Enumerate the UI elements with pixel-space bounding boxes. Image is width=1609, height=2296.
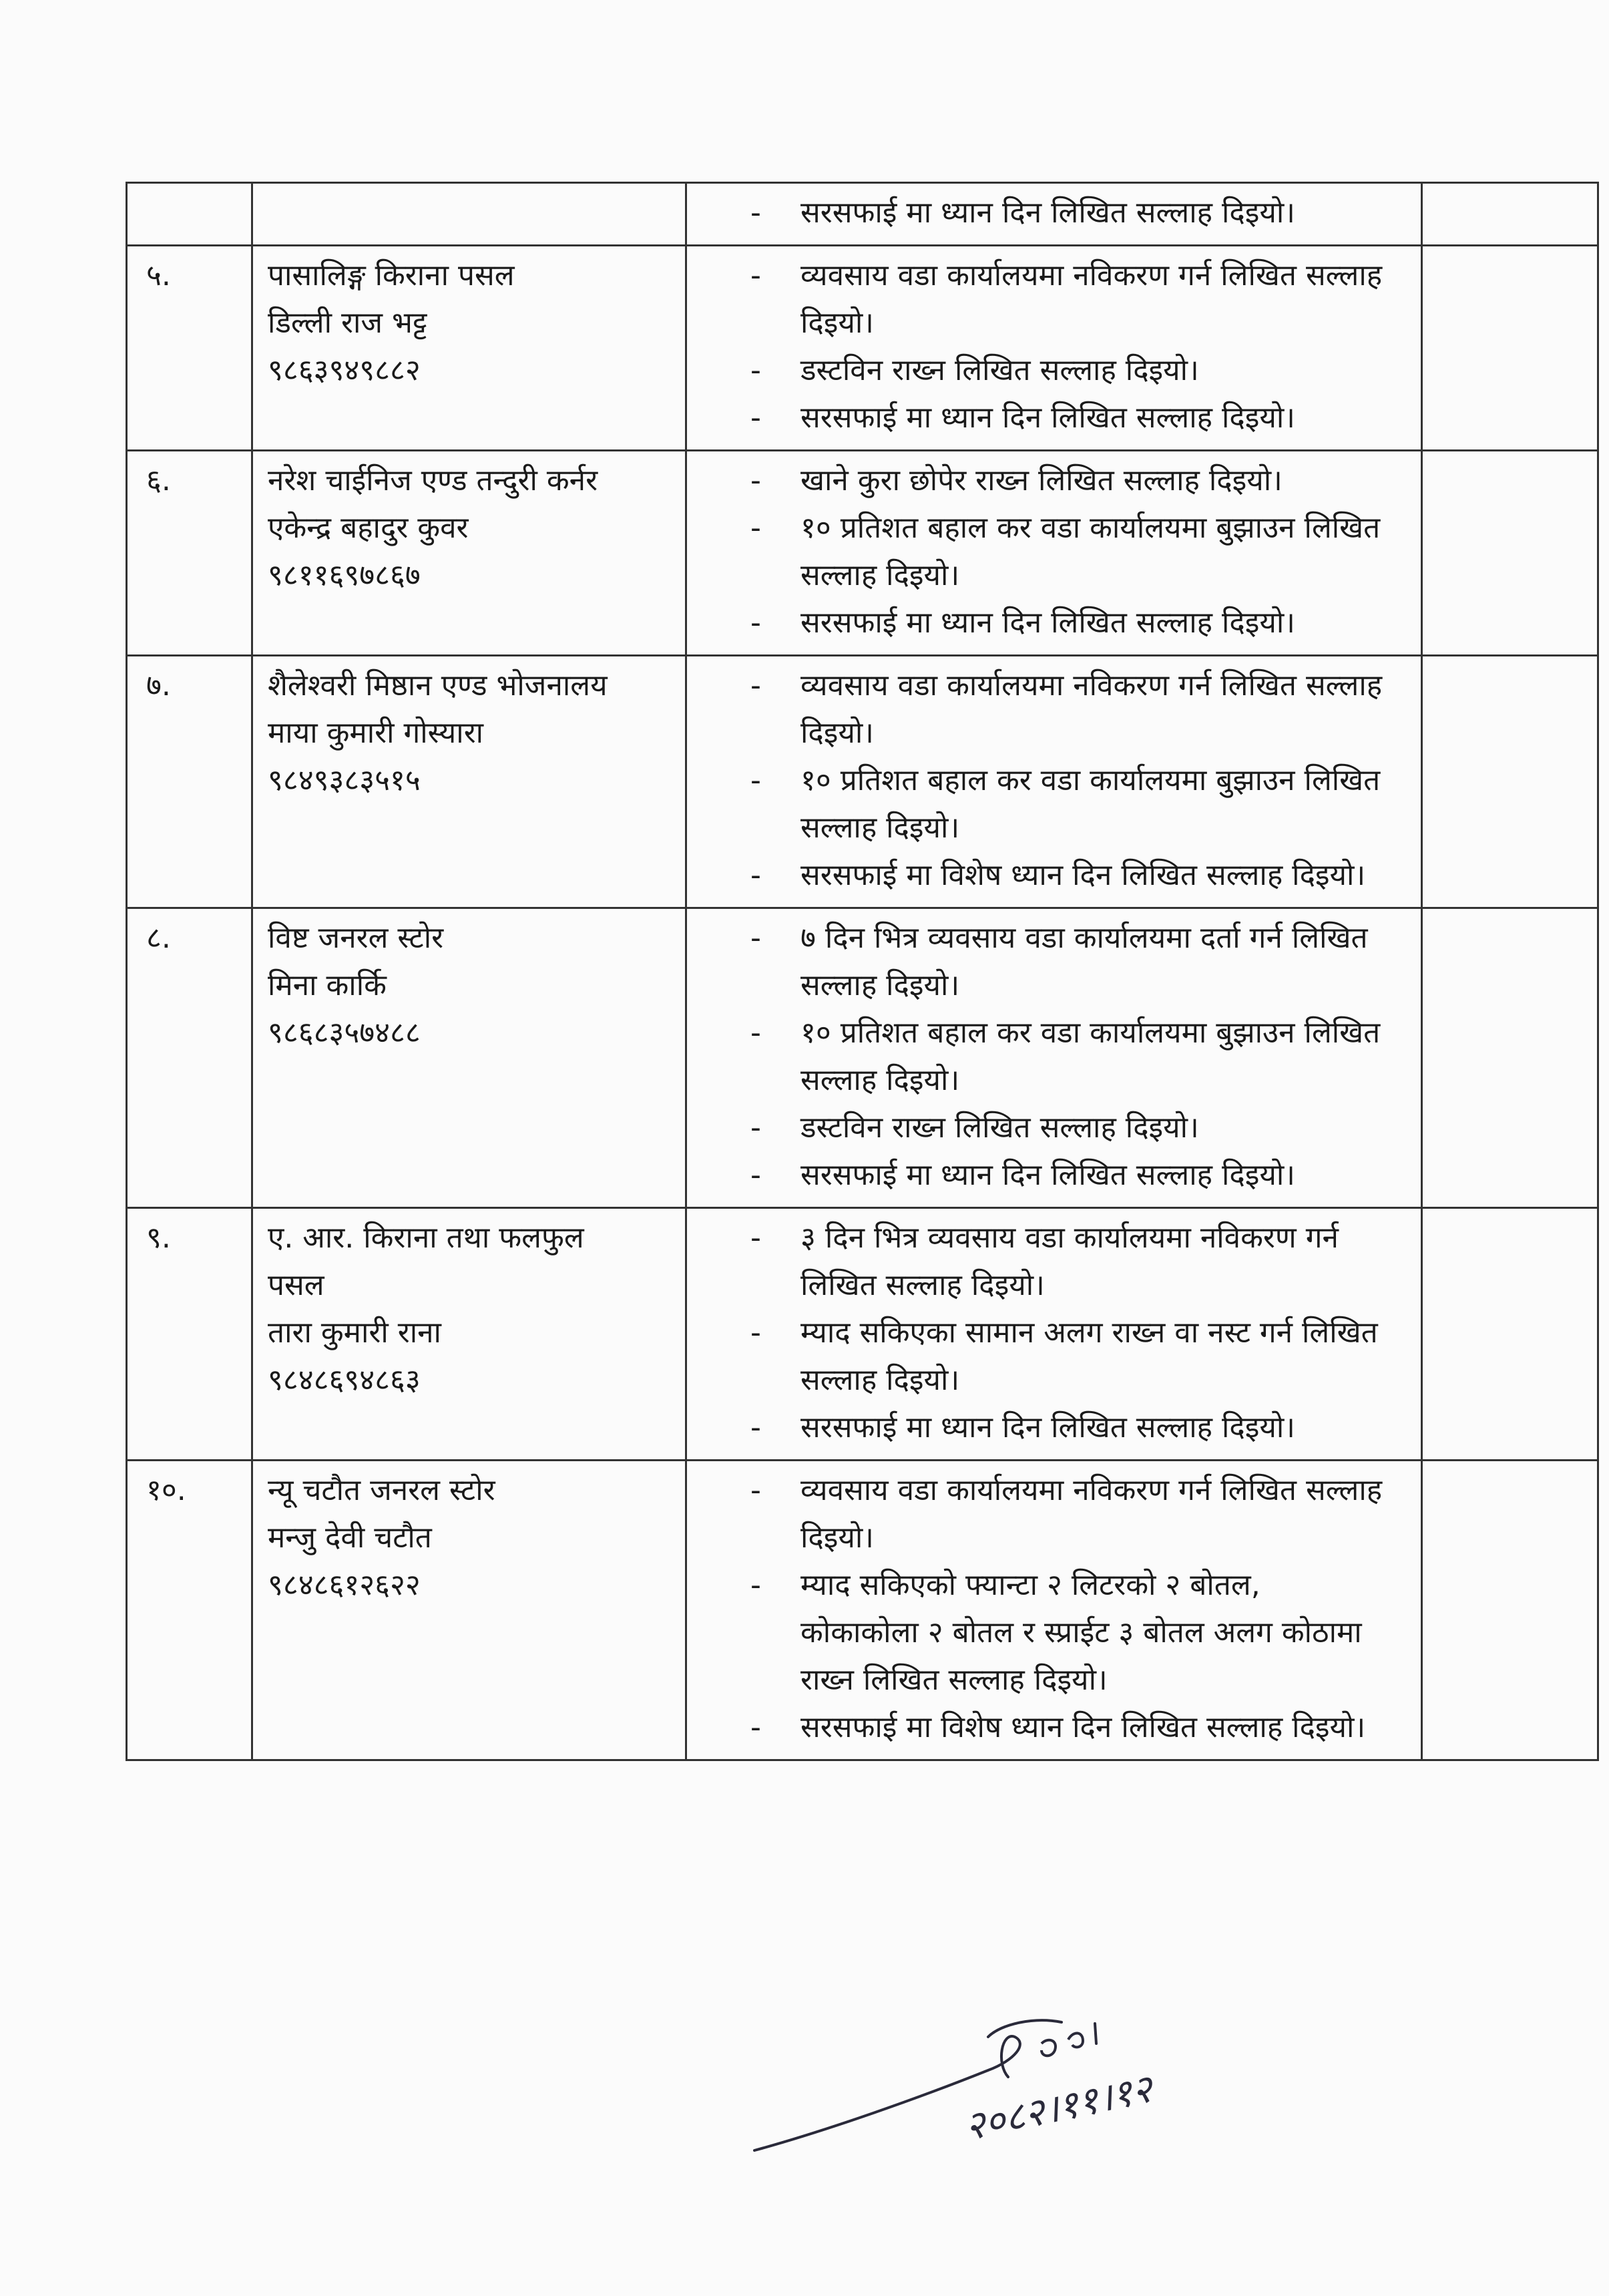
business-detail-line: मन्जु देवी चटौत <box>268 1521 432 1555</box>
advice-cell <box>686 246 1422 451</box>
remarks-cell <box>1422 908 1598 1208</box>
remarks-cell <box>1422 246 1598 451</box>
remarks-cell <box>1422 451 1598 656</box>
business-detail-line: ९८४८६१२६२२ <box>268 1568 421 1602</box>
inspection-table <box>126 182 1599 1761</box>
business-detail-line: तारा कुमारी राना <box>268 1316 441 1350</box>
advice-cell <box>686 908 1422 1208</box>
advice-item: - सरसफाई मा ध्यान दिन लिखित सल्लाह दिइयो। <box>687 394 1421 441</box>
advice-list <box>687 246 1421 449</box>
business-detail-line: माया कुमारी गोस्यारा <box>268 716 484 750</box>
advice-list <box>687 1209 1421 1459</box>
serial-number <box>127 183 252 246</box>
advice-cell <box>686 1461 1422 1760</box>
business-detail-line: न्यू चटौत जनरल स्टोर <box>268 1473 495 1507</box>
business-details <box>252 183 686 246</box>
handwritten-signature <box>748 1997 1215 2170</box>
advice-item: - व्यवसाय वडा कार्यालयमा नविकरण गर्न लिखित सल्लाह दिइयो। <box>687 662 1421 757</box>
advice-item: - १० प्रतिशत बहाल कर वडा कार्यालयमा बुझाउन लिखित सल्लाह दिइयो। <box>687 1009 1421 1104</box>
advice-item: - ७ दिन भित्र व्यवसाय वडा कार्यालयमा दर्ता गर्न लिखित सल्लाह दिइयो। <box>687 914 1421 1009</box>
signature-date: २०८२।११।१२ <box>960 2065 1156 2150</box>
business-detail-line: पसल <box>268 1268 324 1302</box>
advice-cell <box>686 656 1422 908</box>
advice-item: - व्यवसाय वडा कार्यालयमा नविकरण गर्न लिखित सल्लाह दिइयो। <box>687 1467 1421 1561</box>
advice-cell <box>686 451 1422 656</box>
business-detail-line: ए. आर. किराना तथा फलफुल <box>268 1221 584 1255</box>
remarks-cell <box>1422 1461 1598 1760</box>
advice-item: - सरसफाई मा ध्यान दिन लिखित सल्लाह दिइयो। <box>687 599 1421 646</box>
advice-cell <box>686 1208 1422 1461</box>
advice-item: - सरसफाई मा ध्यान दिन लिखित सल्लाह दिइयो। <box>687 1404 1421 1451</box>
advice-item: - १० प्रतिशत बहाल कर वडा कार्यालयमा बुझाउन लिखित सल्लाह दिइयो। <box>687 504 1421 599</box>
table-row <box>127 656 1598 908</box>
advice-item: - डस्टविन राख्न लिखित सल्लाह दिइयो। <box>687 347 1421 394</box>
advice-item: - १० प्रतिशत बहाल कर वडा कार्यालयमा बुझाउन लिखित सल्लाह दिइयो। <box>687 757 1421 851</box>
business-detail-line: डिल्ली राज भट्ट <box>268 306 427 340</box>
business-details <box>252 1208 686 1461</box>
advice-list <box>687 909 1421 1207</box>
advice-item: - ३ दिन भित्र व्यवसाय वडा कार्यालयमा नविकरण गर्न लिखित सल्लाह दिइयो। <box>687 1214 1421 1309</box>
advice-item: - व्यवसाय वडा कार्यालयमा नविकरण गर्न लिखित सल्लाह दिइयो। <box>687 252 1421 347</box>
business-details <box>252 1461 686 1760</box>
advice-list <box>687 656 1421 907</box>
business-detail-line: मिना कार्कि <box>268 968 387 1002</box>
advice-item: - म्याद सकिएको फ्यान्टा २ लिटरको २ बोतल, कोकाकोला २ बोतल र स्प्राईट ३ बोतल अलग कोठामा राख्न लिखित सल्लाह दिइयो। <box>687 1561 1421 1704</box>
advice-item: - खाने कुरा छोपेर राख्न लिखित सल्लाह दिइयो। <box>687 457 1421 504</box>
serial-number: १०. <box>127 1461 252 1760</box>
advice-item: - सरसफाई मा ध्यान दिन लिखित सल्लाह दिइयो। <box>687 1151 1421 1199</box>
advice-item: - सरसफाई मा ध्यान दिन लिखित सल्लाह दिइयो। <box>687 189 1421 236</box>
advice-list <box>687 1461 1421 1759</box>
advice-item: - म्याद सकिएका सामान अलग राख्न वा नस्ट गर्न लिखित सल्लाह दिइयो। <box>687 1309 1421 1404</box>
business-details <box>252 908 686 1208</box>
advice-cell <box>686 183 1422 246</box>
business-detail-line: ९८४८६९४८६३ <box>268 1363 421 1397</box>
business-detail-line: ९८६८३५७४८८ <box>268 1016 421 1050</box>
advice-item: - सरसफाई मा विशेष ध्यान दिन लिखित सल्लाह दिइयो। <box>687 851 1421 899</box>
table-row <box>127 451 1598 656</box>
advice-list <box>687 184 1421 244</box>
business-detail-line: पासालिङ्ग किराना पसल <box>268 258 515 293</box>
table-row <box>127 1461 1598 1760</box>
table-row <box>127 183 1598 246</box>
table-body <box>127 183 1598 1760</box>
business-detail-line: शैलेश्वरी मिष्ठान एण्ड भोजनालय <box>268 668 608 703</box>
business-detail-line: नरेश चाईनिज एण्ड तन्दुरी कर्नर <box>268 463 598 498</box>
business-detail-line: ९८६३९४९८८२ <box>268 353 421 387</box>
table-row <box>127 908 1598 1208</box>
serial-number: ७. <box>127 656 252 908</box>
remarks-cell <box>1422 183 1598 246</box>
business-details <box>252 246 686 451</box>
table-row <box>127 246 1598 451</box>
business-detail-line: ९८४९३८३५१५ <box>268 763 421 797</box>
serial-number: ५. <box>127 246 252 451</box>
serial-number: ९. <box>127 1208 252 1461</box>
remarks-cell <box>1422 656 1598 908</box>
table-row <box>127 1208 1598 1461</box>
serial-number: ८. <box>127 908 252 1208</box>
advice-item: - डस्टविन राख्न लिखित सल्लाह दिइयो। <box>687 1104 1421 1151</box>
business-detail-line: ९८११६९७८६७ <box>268 558 421 592</box>
advice-list <box>687 451 1421 654</box>
business-details <box>252 656 686 908</box>
business-detail-line: विष्ट जनरल स्टोर <box>268 921 444 955</box>
business-detail-line: एकेन्द्र बहादुर कुवर <box>268 511 469 545</box>
business-details <box>252 451 686 656</box>
remarks-cell <box>1422 1208 1598 1461</box>
advice-item: - सरसफाई मा विशेष ध्यान दिन लिखित सल्लाह दिइयो। <box>687 1704 1421 1751</box>
serial-number: ६. <box>127 451 252 656</box>
